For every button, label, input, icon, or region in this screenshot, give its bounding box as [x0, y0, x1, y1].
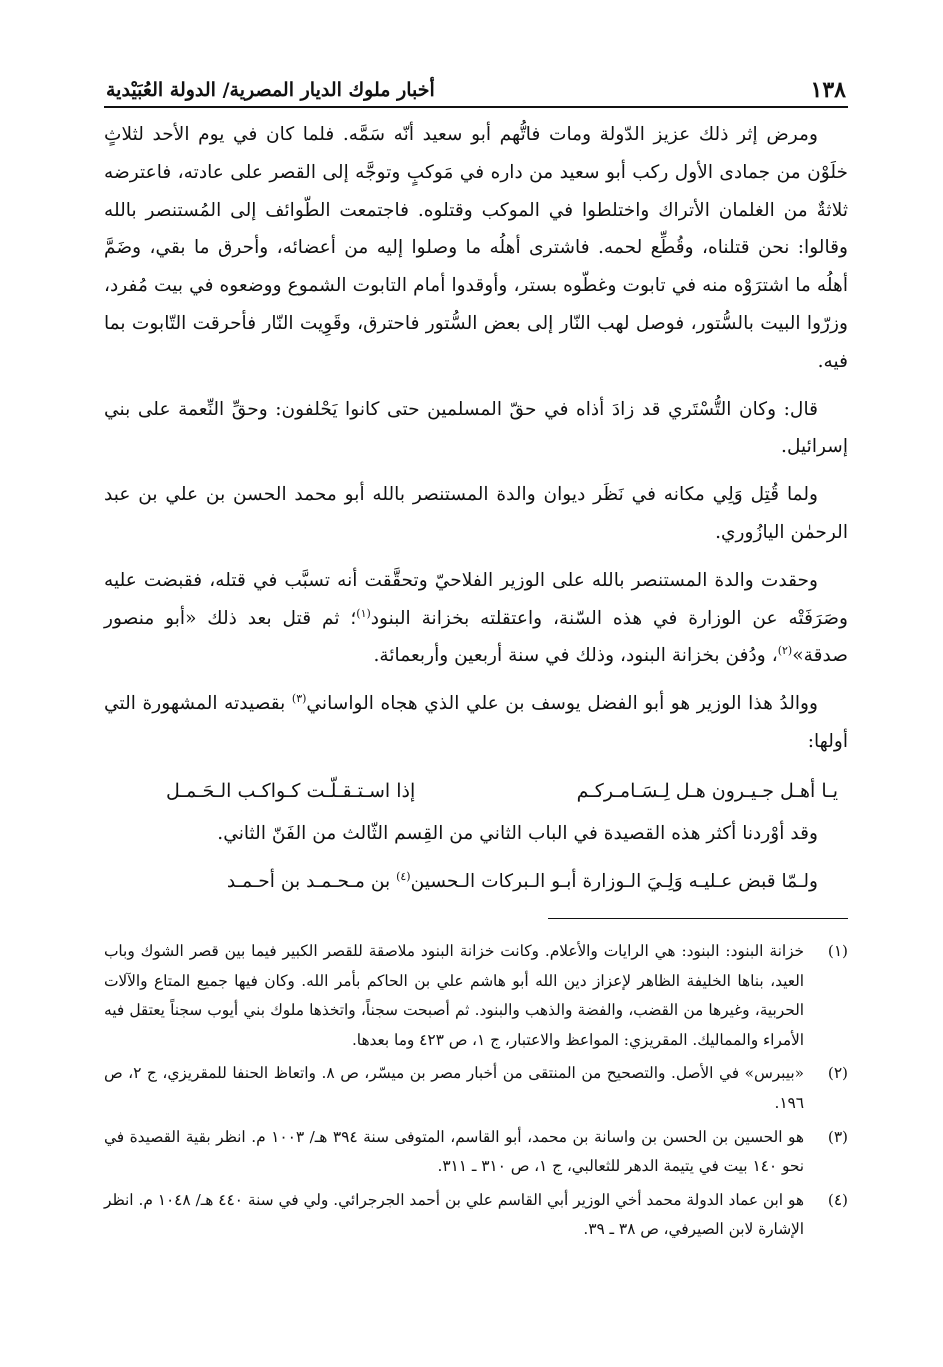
- footnote-number: (١): [827, 942, 848, 960]
- footnote-number: (٤): [827, 1190, 848, 1209]
- paragraph-7-text-b: بن مـحـمـد بن أحـمـد: [226, 870, 397, 892]
- footnote-number: (٢): [827, 1064, 848, 1083]
- footnote-ref-2[interactable]: (٢): [777, 644, 793, 658]
- paragraph-5: [104, 685, 848, 761]
- verse-second-hemistich: إذا اسـتـقـلّـت كـواكـب الـحَـمـل: [166, 779, 416, 802]
- poem-verse: [104, 771, 848, 811]
- footnote-1: [104, 937, 848, 1055]
- footnote-number: (٣): [827, 1127, 848, 1146]
- footnote-text: خزانة البنود: البنود: هي الرايات والأعلام. وكانت خزانة البنود ملاصقة للقصر الكبير فيما بين قصر الشوك وباب العيد، بناها الخليفة الظاهر لإعزاز دين الله أبو هاشم علي بن الحاكم بأمر الله. وكان فيها جميع المتاع والآلات الحربية، وغيرها من القضب، والفضة والذهب والبنود. ثم أصبحت سجناً، واتخذها ملوك بني أيوب سجناً يعتقل فيه الأمراء والمماليك. المقريزي: المواعظ والاعتبار، ج ١، ص ٤٢٣ وما بعدها.: [104, 942, 804, 1049]
- paragraph-6: وقد أوْردنا أكثر هذه القصيدة في الباب الثاني من القِسم الثّالث من الفَنّ الثاني.: [217, 822, 818, 844]
- paragraph-4-text-a: وحقدت والدة المستنصر بالله على الوزير الفلاحيّ وتحقَّقت أنه تسبَّب في قتله، فقبضت عليه وصَرَفَتْه عن الوزارة في هذه السّنة، واعتقلته بخزانة البنود: [104, 569, 848, 629]
- paragraph-5-text-b: بقصيدته المشهورة التي أولها:: [104, 693, 848, 752]
- paragraph-4-text-b: ؛ ثم قتل بعد ذلك «أبو منصور صدقة»: [104, 607, 848, 667]
- paragraph-5-text-a: ووالدُ هذا الوزير هو أبو الفضل يوسف بن علي الذي هجاه الواساني: [306, 693, 818, 715]
- footnote-text: «بيبرس» في الأصل. والتصحيح من المنتقى من أخبار مصر بن ميسّر، ص ٨. واتعاظ الحنفا للمقريزي، ج ٢، ص ١٩٦.: [104, 1064, 804, 1112]
- paragraph-4-text-c: ، ودُفن بخزانة البنود، وذلك في سنة أربعين وأربعمائة.: [373, 645, 778, 667]
- footnote-3: [104, 1123, 848, 1182]
- running-title: أخبار ملوك الديار المصرية/ الدولة العُبَيْدية: [106, 79, 435, 101]
- paragraph-4: [104, 562, 848, 675]
- footnote-ref-4[interactable]: (٤): [396, 869, 411, 883]
- footnotes-section: [104, 918, 848, 1249]
- footnote-text: هو ابن عماد الدولة محمد أخي الوزير أبي القاسم علي بن أحمد الجرجرائي. ولي في سنة ٤٤٠ هـ/ ١٠٤٨ م. انظر الإشارة لابن الصيرفي، ص ٣٨ ـ ٣٩.: [104, 1190, 804, 1239]
- paragraph-2: قال: وكان التُّسْتَري قد زادَ أذاه في حقّ المسلمين حتى كانوا يَحْلفون: وحقِّ النِّعمة على بني إسرائيل.: [104, 398, 848, 458]
- verse-first-hemistich: يـا أهـل جـيـرون هـل لِـسَـامـركـم: [576, 779, 838, 802]
- main-text: [104, 116, 848, 900]
- paragraph-7-text-a: ولـمّا قبض عـليـه وَلِـيَ الـوزارة أبـو الـبركات الـحسين: [410, 870, 818, 892]
- footnote-ref-3[interactable]: (٣): [291, 691, 307, 705]
- footnote-2: [104, 1059, 848, 1118]
- paragraph-7: [104, 863, 848, 901]
- paragraph-1: ومرض إثر ذلك عزيز الدّولة ومات فاتُّهم أبو سعيد أنّه سَمَّه. فلما كان في يوم الأحد لثلاثٍ خلَوْن من جمادى الأول ركب أبو سعيد من داره في مَوكبٍ وتوجَّه إلى القصر على عادته، فاعترضه ثلاثةٌ من الغلمان الأتراك واختلطوا في الموكب وقتلوه. فاجتمعت الطّوائف إلى المُستنصر بالله وقالوا: نحن قتلناه، وقُطِّع لحمه. فاشترى أهلُه ما وصلوا إليه من أعضائه، وأحرق ما بقي، وضَمَّ أهلُه ما اشترَوْه منه في تابوت وغطّوه بستر، وأوقدوا أمام التابوت الشموع ووضعوه في بيت مُفرد، وزرّوا البيت بالسُّتور، فوصل لهب النّار إلى بعض السُّتور فاحترق، وقَوِيت النّار فأحرقت التّابوت بما فيه.: [104, 124, 848, 372]
- footnote-divider: [548, 918, 848, 919]
- book-page: [104, 70, 848, 1239]
- page-number: ١٣٨: [810, 77, 846, 103]
- footnote-text: هو الحسين بن الحسن بن واسانة بن محمد، أبو القاسم، المتوفى سنة ٣٩٤ هـ/ ١٠٠٣ م. انظر بقية القصيدة في نحو ١٤٠ بيت في يتيمة الدهر للثعالبي، ج ١، ص ٣١٠ ـ ٣١١.: [104, 1127, 804, 1176]
- paragraph-3: ولما قُتِل وَلِي مكانه في نَظَر ديوان والدة المستنصر بالله أبو محمد الحسن بن علي بن عبد الرحمٰن اليازُوري.: [104, 484, 848, 543]
- footnote-4: [104, 1186, 848, 1245]
- footnote-ref-1[interactable]: (١): [356, 606, 371, 620]
- running-header: [104, 70, 848, 108]
